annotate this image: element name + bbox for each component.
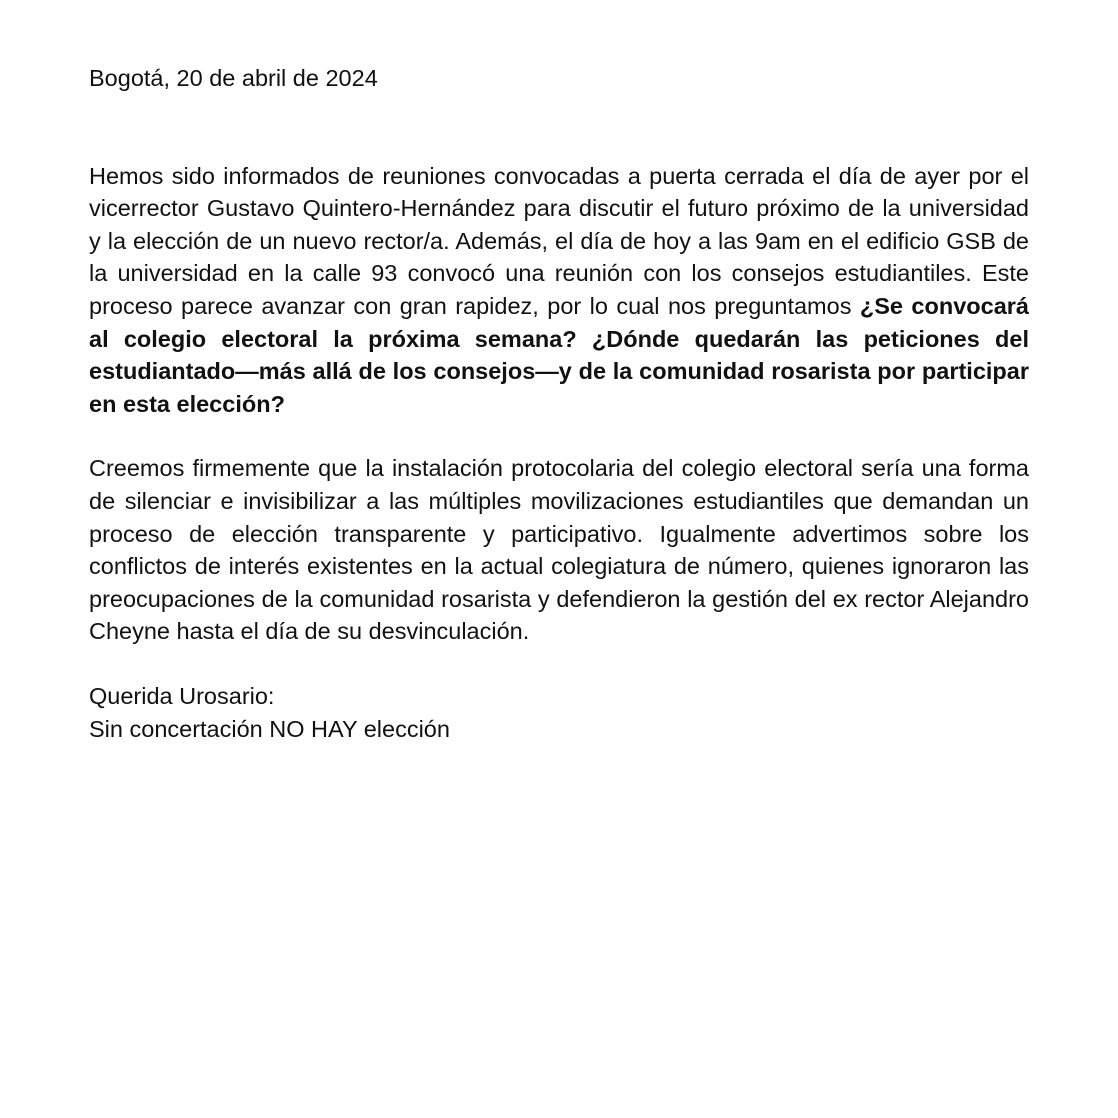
document-body <box>89 62 1029 745</box>
paragraph-1-text: Hemos sido informados de reuniones convocadas a puerta cerrada el día de ayer por el vicerrector Gustavo Quintero-Hernández para discutir el futuro próximo de la universidad y la elección de un nuevo rector/a. Además, el día de hoy a las 9am en el edificio GSB de la universidad en la calle 93 convocó una reunión con los consejos estudiantiles. Este proceso parece avanzar con gran rapidez, por lo cual nos preguntamos <box>89 162 1029 319</box>
date-line: Bogotá, 20 de abril de 2024 <box>89 65 378 91</box>
closing-block <box>89 680 1029 745</box>
slogan-line: Sin concertación NO HAY elección <box>89 715 450 742</box>
paragraph-1 <box>89 160 1029 421</box>
salutation-line: Querida Urosario: <box>89 682 275 709</box>
paragraph-2: Creemos firmemente que la instalación protocolaria del colegio electoral sería una forma de silenciar e invisibilizar a las múltiples movilizaciones estudiantiles que demandan un proceso de elección transparente y participativo. Igualmente advertimos sobre los conflictos de interés existentes en la actual colegiatura de número, quienes ignoraron las preocupaciones de la comunidad rosarista y defendieron la gestión del ex rector Alejandro Cheyne hasta el día de su desvinculación. <box>89 455 1029 645</box>
paragraph-1-bold-questions: ¿Se convocará al colegio electoral la próxima semana? ¿Dónde quedarán las peticiones del estudiantado—más allá de los consejos—y de la comunidad rosarista por participar en esta elección? <box>89 292 1029 417</box>
